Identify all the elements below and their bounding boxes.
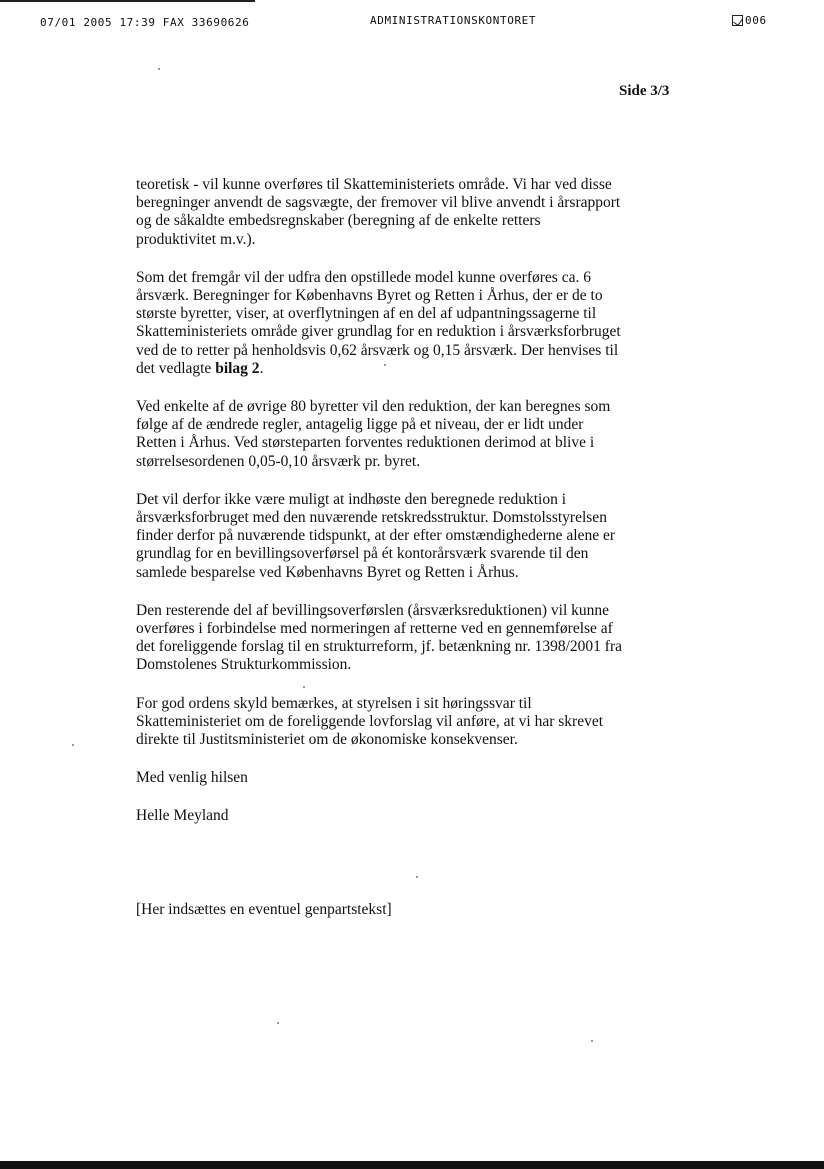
bilag-reference: bilag 2: [215, 359, 260, 377]
paragraph-4: Det vil derfor ikke være muligt at indhøste den beregnede reduktion i årsværksforbruget med den nuværende retskredsstruktur. Domstolsstyrelsen finder derfor på nuværende tidspunkt, at der efter omstændighederne alene er grundlag for en bevillingsoverførsel på ét kontorårsværk svarende til den samlede besparelse ved Københavns Byret og Retten i Århus.: [136, 490, 616, 581]
scan-speck: [384, 364, 386, 366]
paragraph-2-text: Som det fremgår vil der udfra den opstillede model kunne overføres ca. 6 årsværk. Beregninger for Københavns Byret og Retten i Århus, der er de to største byretter, viser, at overflytningen af en del af udpantningssagerne til Skatteministeriets område giver grundlag for en reduktion i årsværksforbruget ved de to retter på henholdsvis 0,62 årsværk og 0,15 årsværk. Der henvises til det vedlagte: [136, 268, 621, 377]
fax-datetime: 07/01 2005 17:39 FAX 33690626: [40, 16, 250, 29]
letter-body: [136, 176, 624, 846]
closing-salutation: Med venlig hilsen: [136, 769, 248, 787]
paragraph-2-end: .: [259, 359, 264, 377]
scan-speck: [303, 686, 305, 688]
fax-header: [0, 0, 824, 40]
copy-note: [Her indsættes en eventuel genpartstekst]: [136, 901, 392, 918]
page-number: Side 3/3: [619, 83, 670, 99]
paragraph-5: Den resterende del af bevillingsoverførslen (årsværksreduktionen) vil kunne overføres i forbindelse med normeringen af retterne ved en gennemførelse af det foreliggende forslag til en strukturreform, jf. betænkning nr. 1398/2001 fra Domstolenes Strukturkommission.: [136, 601, 622, 674]
scan-speck: [72, 744, 74, 746]
paragraph-2: [136, 269, 624, 378]
scan-speck: [416, 876, 418, 878]
paragraph-1: teoretisk - vil kunne overføres til Skatteministeriets område. Vi har ved disse beregninger anvendt de sagsvægte, der fremover vil blive anvendt i årsrapport og de såkaldte embedsregnskaber (beregning af de enkelte retters produktivitet m.v.).: [136, 176, 621, 248]
scan-bottom-edge: [0, 1161, 824, 1169]
signature-name: Helle Meyland: [136, 807, 229, 825]
fax-page-code-group: [732, 14, 767, 27]
paragraph-3: Ved enkelte af de øvrige 80 byretter vil den reduktion, der kan beregnes som følge af de ændrede regler, antagelig ligge på et niveau, der er lidt under Retten i Århus. Ved størsteparten forventes reduktionen derimod at blive i størrelsesordenen 0,05-0,10 årsværk pr. byret.: [136, 398, 611, 470]
fax-office: ADMINISTRATIONSKONTORET: [370, 14, 537, 27]
paragraph-6: For god ordens skyld bemærkes, at styrelsen i sit høringssvar til Skatteministeriet om de foreliggende lovforslag vil anføre, at vi har skrevet direkte til Justitsministeriet om de økonomiske konsekvenser.: [136, 694, 604, 749]
scan-speck: [277, 1022, 279, 1024]
fax-check-icon: [732, 15, 743, 26]
scan-speck: [591, 1040, 593, 1042]
fax-page-code: 006: [745, 14, 767, 27]
scan-speck: [158, 68, 160, 70]
